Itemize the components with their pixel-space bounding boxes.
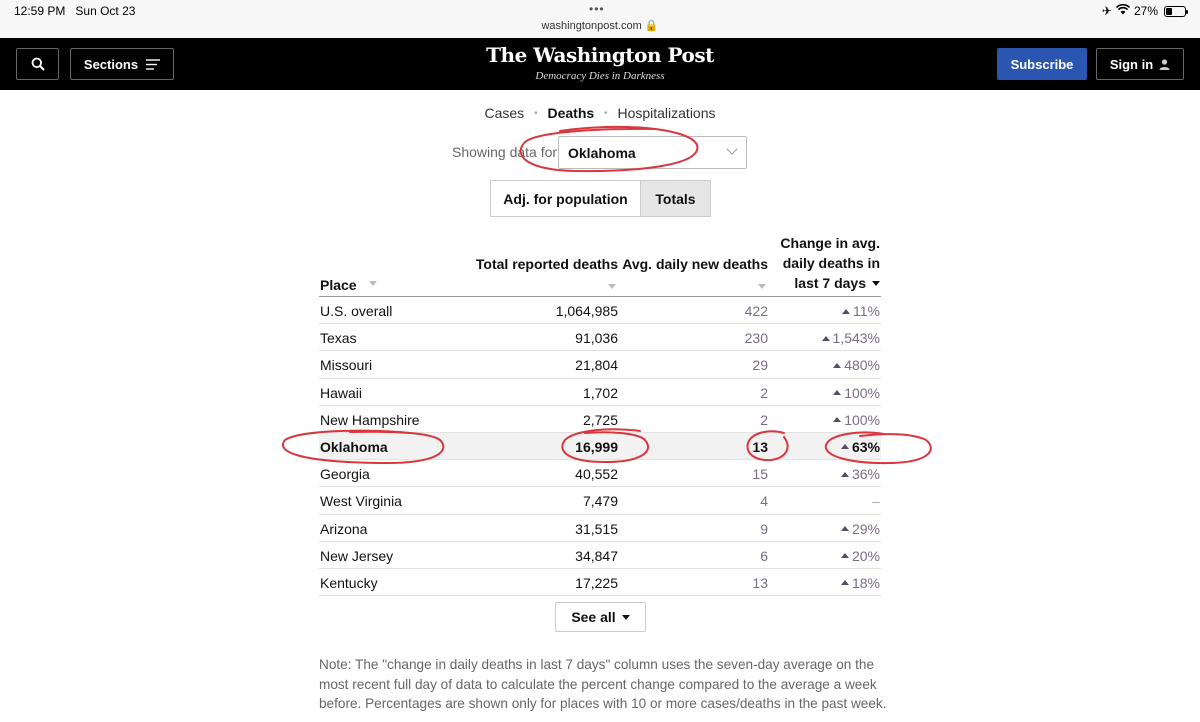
table-row bbox=[319, 351, 881, 378]
place-select[interactable] bbox=[558, 136, 747, 169]
cell-change: 11% bbox=[842, 303, 880, 319]
site-header bbox=[0, 38, 1200, 90]
subscribe-button[interactable]: Subscribe bbox=[997, 48, 1087, 80]
cell-change: 29% bbox=[841, 521, 880, 537]
tab-separator: • bbox=[604, 108, 608, 119]
tab-hospitalizations[interactable]: Hospitalizations bbox=[617, 105, 716, 121]
trend-up-icon bbox=[841, 553, 849, 558]
cell-total: 40,552 bbox=[575, 466, 618, 483]
cell-total: 21,804 bbox=[575, 357, 618, 374]
trend-up-icon bbox=[841, 444, 849, 449]
col-header-avg[interactable]: Avg. daily new deaths bbox=[622, 256, 768, 272]
col-header-place[interactable]: Place bbox=[320, 277, 357, 293]
col-header-change[interactable]: Change in avg. daily deaths in last 7 days bbox=[780, 235, 880, 291]
sort-icon[interactable] bbox=[369, 281, 377, 286]
cell-change: 1,543% bbox=[822, 330, 880, 346]
status-bar bbox=[0, 0, 1200, 38]
cell-total: 1,064,985 bbox=[555, 303, 618, 319]
cell-total: 91,036 bbox=[575, 330, 618, 347]
toggle-adj-population[interactable]: Adj. for population bbox=[491, 181, 641, 216]
cell-place: West Virginia bbox=[320, 493, 402, 510]
site-logo[interactable]: The Washington Post bbox=[486, 43, 714, 67]
cell-avg: 2 bbox=[760, 411, 768, 428]
cell-avg: 4 bbox=[760, 493, 768, 510]
table-row bbox=[319, 297, 881, 324]
table-row bbox=[319, 542, 881, 569]
cell-avg: 2 bbox=[760, 384, 768, 401]
cell-change: 63% bbox=[841, 439, 880, 455]
place-select-value: Oklahoma bbox=[568, 145, 636, 161]
cell-change: 480% bbox=[833, 357, 880, 373]
battery-percent: 27% bbox=[1133, 4, 1158, 18]
cell-place: New Jersey bbox=[320, 547, 394, 564]
cell-total: 31,515 bbox=[575, 520, 618, 537]
table-row bbox=[319, 460, 881, 487]
tab-deaths[interactable]: Deaths bbox=[547, 105, 595, 121]
cell-total: 2,725 bbox=[582, 411, 618, 428]
airplane-icon: ✈ bbox=[1101, 4, 1112, 18]
trend-up-icon bbox=[842, 309, 850, 314]
toggle-totals[interactable]: Totals bbox=[641, 181, 710, 216]
trend-up-icon bbox=[833, 417, 841, 422]
table-row bbox=[319, 379, 881, 406]
methodology-note: Note: The "change in daily deaths in last 7 days" column uses the seven-day average on the most recent full day of data to calculate the percent change compared to the average a week before. Percentages are shown only for places with 10 or more cases/deaths in the past week. bbox=[319, 657, 887, 711]
showing-data-label: Showing data for bbox=[452, 144, 558, 160]
sign-in-label: Sign in bbox=[1109, 56, 1154, 72]
wifi-icon bbox=[1116, 4, 1130, 18]
table-row bbox=[319, 569, 881, 596]
cell-avg: 9 bbox=[760, 520, 768, 537]
caret-down-icon bbox=[622, 615, 630, 620]
cell-place: Kentucky bbox=[320, 574, 378, 591]
cell-total: 7,479 bbox=[582, 493, 618, 510]
cell-place: Missouri bbox=[320, 357, 373, 374]
table-body bbox=[319, 297, 881, 596]
sort-icon[interactable] bbox=[758, 284, 766, 289]
sections-label: Sections bbox=[83, 56, 139, 72]
cell-place: U.S. overall bbox=[320, 303, 393, 319]
cell-change: 36% bbox=[841, 466, 880, 482]
cell-total: 17,225 bbox=[575, 574, 618, 591]
status-icons bbox=[1102, 4, 1186, 18]
table-header bbox=[319, 233, 881, 297]
cell-change: – bbox=[872, 493, 880, 510]
address-url[interactable]: washingtonpost.com 🔒 bbox=[541, 20, 659, 32]
site-tagline: Democracy Dies in Darkness bbox=[535, 70, 665, 82]
trend-up-icon bbox=[822, 336, 830, 341]
table-row bbox=[319, 433, 881, 460]
cell-place: Oklahoma bbox=[320, 438, 388, 455]
trend-up-icon bbox=[841, 472, 849, 477]
view-toggle bbox=[490, 180, 711, 217]
trend-up-icon bbox=[841, 580, 849, 585]
cell-avg: 15 bbox=[752, 466, 768, 483]
cell-change: 100% bbox=[833, 385, 880, 401]
table-row bbox=[319, 406, 881, 433]
user-icon bbox=[1159, 59, 1170, 70]
cell-total: 34,847 bbox=[575, 547, 618, 564]
table-row bbox=[319, 324, 881, 351]
deaths-table bbox=[319, 233, 881, 596]
cell-total: 1,702 bbox=[582, 384, 618, 401]
cell-avg: 230 bbox=[744, 330, 768, 347]
battery-icon bbox=[1164, 6, 1186, 17]
trend-up-icon bbox=[833, 390, 841, 395]
multitask-dots[interactable]: ••• bbox=[589, 2, 605, 16]
cell-place: Arizona bbox=[320, 520, 368, 537]
trend-up-icon bbox=[833, 363, 841, 368]
cell-place: Hawaii bbox=[320, 384, 363, 401]
sort-active-icon bbox=[872, 281, 880, 286]
sort-icon[interactable] bbox=[608, 284, 616, 289]
cell-change: 18% bbox=[841, 575, 880, 591]
table-row bbox=[319, 515, 881, 542]
cell-avg: 13 bbox=[752, 438, 768, 455]
cell-place: New Hampshire bbox=[320, 411, 420, 428]
see-all-label: See all bbox=[571, 609, 616, 625]
see-all-button[interactable] bbox=[555, 602, 646, 632]
cell-avg: 6 bbox=[760, 547, 768, 564]
chevron-down-icon bbox=[726, 143, 737, 154]
cell-avg: 13 bbox=[752, 574, 768, 591]
metric-tabs bbox=[0, 105, 1200, 121]
trend-up-icon bbox=[841, 526, 849, 531]
cell-avg: 422 bbox=[744, 303, 768, 319]
sign-in-button[interactable] bbox=[1096, 48, 1184, 80]
col-header-total[interactable]: Total reported deaths bbox=[475, 256, 618, 272]
tab-separator: • bbox=[534, 108, 538, 119]
cell-avg: 29 bbox=[752, 357, 768, 374]
cell-place: Texas bbox=[320, 330, 357, 347]
cell-change: 20% bbox=[841, 548, 880, 564]
tab-cases[interactable]: Cases bbox=[484, 105, 525, 121]
table-row bbox=[319, 487, 881, 514]
status-time: 12:59 PM Sun Oct 23 bbox=[14, 4, 136, 18]
cell-change: 100% bbox=[833, 412, 880, 428]
cell-total: 16,999 bbox=[575, 438, 618, 455]
cell-place: Georgia bbox=[320, 466, 370, 483]
